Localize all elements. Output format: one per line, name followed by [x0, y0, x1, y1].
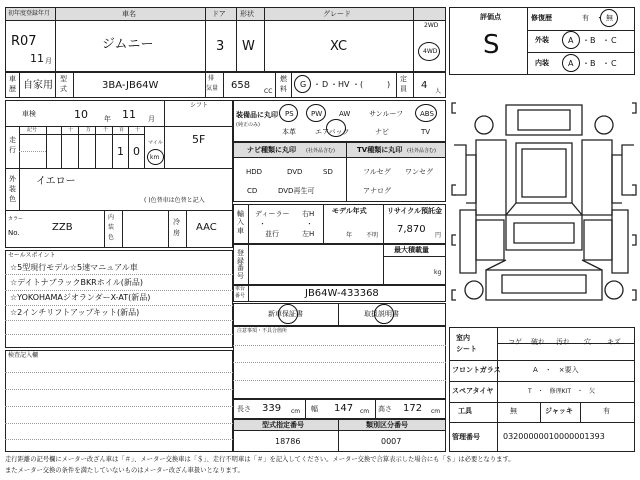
- grade-label: グレード: [323, 10, 351, 18]
- model-year-unknown: 不明: [366, 232, 379, 239]
- navi-dvd: DVD: [287, 168, 303, 176]
- car-name-label: 車名: [122, 10, 136, 18]
- spare-text: T ・ 修理KIT ・ 欠: [528, 388, 596, 395]
- mileage-label-2: 行: [9, 146, 16, 154]
- int-grade-circle: [562, 54, 580, 72]
- spec-row: [5, 72, 446, 98]
- shift-label: シフト: [190, 102, 209, 109]
- fuel-paren-close: ): [387, 80, 391, 89]
- km-circle: [147, 149, 164, 165]
- car-damage-diagram: [446, 85, 640, 325]
- tools-label: 工具: [458, 407, 472, 415]
- pw-circle: [306, 104, 326, 122]
- ext-grade-dot-1: ・: [582, 36, 590, 45]
- ext-note: ( )色替車は色替と記入: [144, 197, 205, 204]
- tv-oneseg: ワンセグ: [405, 168, 433, 176]
- equipment-subtitle: (純正のみ): [236, 122, 260, 128]
- seat-item-4: 穴: [584, 338, 591, 346]
- import-right: 右H: [302, 210, 315, 218]
- airbag-circle: [326, 119, 346, 137]
- selling-point-3: ☆YOKOHAMAジオランダーX-AT(新品): [10, 293, 151, 302]
- mileage-label-1: 走: [9, 136, 16, 144]
- type-no-value: 18786: [275, 437, 301, 446]
- equipment-title: 装備品に丸印: [236, 111, 278, 119]
- tools-value: 無: [510, 407, 517, 415]
- import-label: 輸入車: [237, 210, 244, 235]
- navi-title: ナビ種類に丸印: [247, 146, 296, 154]
- tv-fullseg: フルセグ: [363, 168, 391, 176]
- equip-navi: ナビ: [375, 128, 389, 136]
- ext-grade-c: C: [611, 36, 617, 45]
- usage-label-1: 車: [9, 75, 16, 83]
- color-no-label-2: No.: [8, 229, 20, 237]
- inspection-year-unit: 年: [104, 115, 111, 123]
- recycle-value: 7,870: [397, 224, 426, 235]
- import-dot-1: ・: [259, 220, 266, 228]
- fuel-g: G: [300, 80, 307, 89]
- ext-grade-a: A: [568, 36, 574, 45]
- import-parallel: 並行: [265, 230, 279, 238]
- dim-w-unit: cm: [360, 408, 370, 415]
- fuel-dot-1: ・: [313, 80, 321, 89]
- rating-label: 評価点: [480, 13, 501, 21]
- shift-value: 5F: [192, 133, 206, 146]
- drive-2wd: 2WD: [424, 22, 439, 29]
- class-no-label: 類別区分番号: [366, 421, 408, 429]
- fuel-g-circle: [294, 75, 311, 93]
- jack-value: 有: [603, 407, 610, 415]
- repair-yes: 有: [582, 14, 589, 22]
- int-grade-b: B: [590, 59, 596, 68]
- fuel-hv: HV: [338, 80, 350, 89]
- disp-value: 658: [231, 80, 251, 91]
- dim-h-value: 172: [403, 403, 423, 414]
- tv-note: (社外品含む): [407, 148, 436, 154]
- warranty-box: [233, 303, 446, 326]
- navi-sd: SD: [323, 168, 333, 176]
- footer-line-1: 走行距離の記号欄にメーター改ざん車は「＃」、メーター交換車は「＄」、走行不明車は「＃」を記入してください。メーター交換で合算表示した場合にも「＄」は必要となります。: [5, 456, 515, 463]
- interior-label-2: 装: [108, 224, 115, 231]
- repair-sep: ・: [596, 14, 603, 22]
- ext-label-2: 装: [9, 185, 16, 193]
- drive-4wd: 4WD: [423, 48, 438, 55]
- ext-grade-circle: [562, 31, 580, 49]
- repair-no: 無: [606, 14, 613, 22]
- repair-no-circle: [600, 9, 618, 27]
- ac-label-1: 冷: [173, 218, 180, 226]
- windshield-text: A ・ ×要入: [533, 366, 579, 374]
- chassis-value: JB64W-433368: [305, 288, 379, 299]
- navi-dvd-play: DVD再生可: [278, 187, 315, 195]
- usage-value: 自家用: [23, 80, 53, 91]
- recycle-unit: 円: [435, 232, 442, 239]
- ext-grade-label: 外装: [535, 36, 549, 44]
- inspection-month: 11: [122, 108, 136, 121]
- warranty-opt-1: 新車保証書: [268, 310, 303, 318]
- reg-month-unit: 月: [45, 57, 52, 65]
- door-value: 3: [216, 39, 225, 54]
- ext-label-1: 外: [9, 175, 16, 183]
- tv-title: TV種類に丸印: [357, 146, 403, 154]
- door-label: ドア: [212, 10, 226, 18]
- grade-value: XC: [330, 39, 348, 54]
- dim-w-label: 幅: [311, 405, 318, 413]
- fuel-dot-3: ・: [352, 80, 360, 89]
- fuel-label-2: 料: [280, 85, 287, 93]
- mileage-unit-mile: マイル: [148, 140, 163, 146]
- navi-note: (社外品含む): [306, 148, 335, 154]
- mileage-h-2: 万: [86, 127, 92, 133]
- dim-w-value: 147: [334, 403, 354, 414]
- fuel-label-1: 燃: [280, 75, 287, 83]
- mileage-digit-1: 1: [117, 145, 124, 158]
- cap-value: 4: [421, 80, 428, 91]
- color-no-label-1: カラー: [8, 216, 24, 222]
- seat-item-2: 破れ: [531, 338, 545, 346]
- inspection-month-unit: 月: [148, 115, 155, 123]
- jack-label: ジャッキ: [545, 407, 573, 415]
- int-grade-label: 内装: [535, 59, 549, 67]
- interior-label-3: 色: [108, 234, 115, 241]
- mileage-h-3: 千: [103, 127, 109, 133]
- equip-sunroof: サンルーフ: [369, 110, 404, 118]
- fuel-d: D: [322, 80, 329, 89]
- attention-label: 注意事項・不具合箇所: [237, 328, 288, 334]
- chassis-label-1: 車台: [235, 286, 246, 292]
- chassis-label-2: 番号: [235, 293, 246, 299]
- rating-value: S: [483, 30, 500, 60]
- reg-month: 11: [30, 52, 44, 65]
- reg-label: 初年度登録年月: [8, 10, 51, 17]
- ext-grade-dot-2: ・: [602, 36, 610, 45]
- int-grade-c: C: [611, 59, 617, 68]
- mileage-h-1: 十: [68, 127, 74, 133]
- ext-value: イエロー: [36, 176, 76, 187]
- int-grade-dot-1: ・: [582, 59, 590, 68]
- shape-label: 形状: [240, 10, 254, 18]
- disp-unit: CC: [264, 88, 273, 95]
- warranty-circle-2: [374, 304, 394, 324]
- inspector-label: 検査記入欄: [8, 352, 39, 359]
- windshield-label: フロントガラス: [452, 366, 501, 374]
- inspection-year: 10: [74, 108, 88, 121]
- model-label-1: 型: [60, 75, 67, 83]
- disp-label-1: 排: [208, 75, 215, 82]
- abs-circle: [415, 104, 437, 122]
- model-value: 3BA-JB64W: [102, 80, 159, 91]
- ac-label-2: 房: [173, 229, 180, 237]
- inspection-label: 車検: [22, 110, 36, 118]
- dim-l-label: 長さ: [237, 405, 251, 413]
- inspector-box: [5, 350, 233, 452]
- cap-label-1: 定: [400, 75, 407, 83]
- mgmt-label: 管理番号: [452, 433, 480, 441]
- dim-l-value: 339: [262, 403, 282, 414]
- seat-label-1: 室内: [456, 334, 470, 342]
- usage-label-2: 歴: [9, 85, 16, 93]
- car-name-value: ジムニー: [102, 37, 154, 52]
- ps-circle: [279, 104, 298, 122]
- class-no-value: 0007: [381, 437, 402, 446]
- mileage-unit-km: km: [150, 154, 160, 161]
- import-left: 左H: [302, 230, 315, 238]
- selling-points-label: セールスポイント: [8, 252, 56, 259]
- selling-point-1: ☆5型現行モデル☆5速マニュアル車: [10, 263, 138, 272]
- mgmt-value: 03200000010000001393: [503, 432, 605, 441]
- import-dealer: ディーラー: [255, 210, 290, 218]
- model-label-2: 式: [60, 85, 67, 93]
- mileage-digit-2: 0: [133, 145, 140, 158]
- 4wd-circle: [418, 42, 440, 61]
- seat-label-2: シート: [456, 345, 477, 353]
- equip-airbag: エアバック: [315, 128, 350, 136]
- interior-label-1: 内: [108, 214, 115, 221]
- equip-leather: 本革: [282, 128, 296, 136]
- equip-pw: PW: [311, 110, 323, 118]
- equip-abs: ABS: [420, 110, 434, 118]
- ac-value: AAC: [196, 222, 217, 233]
- equip-ps: PS: [285, 110, 294, 118]
- color-no-value: ZZB: [52, 222, 73, 233]
- seat-item-3: 汚れ: [556, 338, 570, 346]
- reg-no-label: 登録番号: [237, 249, 244, 281]
- shape-value: W: [242, 39, 255, 54]
- model-year-unit: 年: [346, 232, 353, 239]
- ext-label-3: 色: [9, 195, 16, 203]
- dim-h-label: 高さ: [378, 405, 392, 413]
- warranty-circle-1: [278, 304, 298, 324]
- selling-point-4: ☆2インチリフトアップキット(新品): [10, 308, 140, 317]
- reg-year: R07: [11, 34, 37, 49]
- footer-line-2: またメーター交換の条件を満たしていないものはメーター改ざん車扱いとなります。: [5, 467, 244, 474]
- selling-point-2: ☆デイトナブラックBKRホイル(新品): [10, 278, 143, 287]
- tv-analog: アナログ: [363, 187, 391, 195]
- seat-item-1: コゲ: [508, 338, 522, 346]
- repair-label: 修復歴: [531, 14, 552, 22]
- mileage-h-5: 十: [135, 127, 141, 133]
- mileage-h-0: 記号: [27, 127, 38, 133]
- type-no-label: 型式指定番号: [262, 421, 304, 429]
- int-grade-dot-2: ・: [602, 59, 610, 68]
- dim-h-unit: cm: [431, 408, 441, 415]
- spare-label: スペアタイヤ: [452, 387, 494, 395]
- fuel-dot-2: ・: [330, 80, 338, 89]
- model-year-label: モデル年式: [332, 207, 367, 215]
- warranty-opt-2: 取扱説明書: [364, 310, 399, 318]
- max-load-label: 最大積載量: [394, 246, 429, 254]
- cap-unit: 人: [435, 88, 442, 95]
- dim-l-unit: cm: [291, 408, 301, 415]
- int-grade-a: A: [568, 59, 574, 68]
- ext-grade-b: B: [590, 36, 596, 45]
- import-dot-2: ・: [306, 220, 313, 228]
- recycle-label: リサイクル預託金: [387, 207, 443, 215]
- equip-tv: TV: [421, 128, 431, 136]
- cap-label-2: 員: [400, 85, 407, 93]
- navi-cd: CD: [247, 187, 258, 195]
- max-load-unit: kg: [434, 269, 442, 276]
- disp-label-2: 気量: [206, 85, 219, 92]
- navi-hdd: HDD: [246, 168, 263, 176]
- fuel-paren-open: (: [360, 80, 364, 89]
- mileage-h-4: 百: [119, 127, 125, 133]
- seat-item-5: キズ: [607, 338, 621, 346]
- equip-aw: AW: [339, 110, 351, 118]
